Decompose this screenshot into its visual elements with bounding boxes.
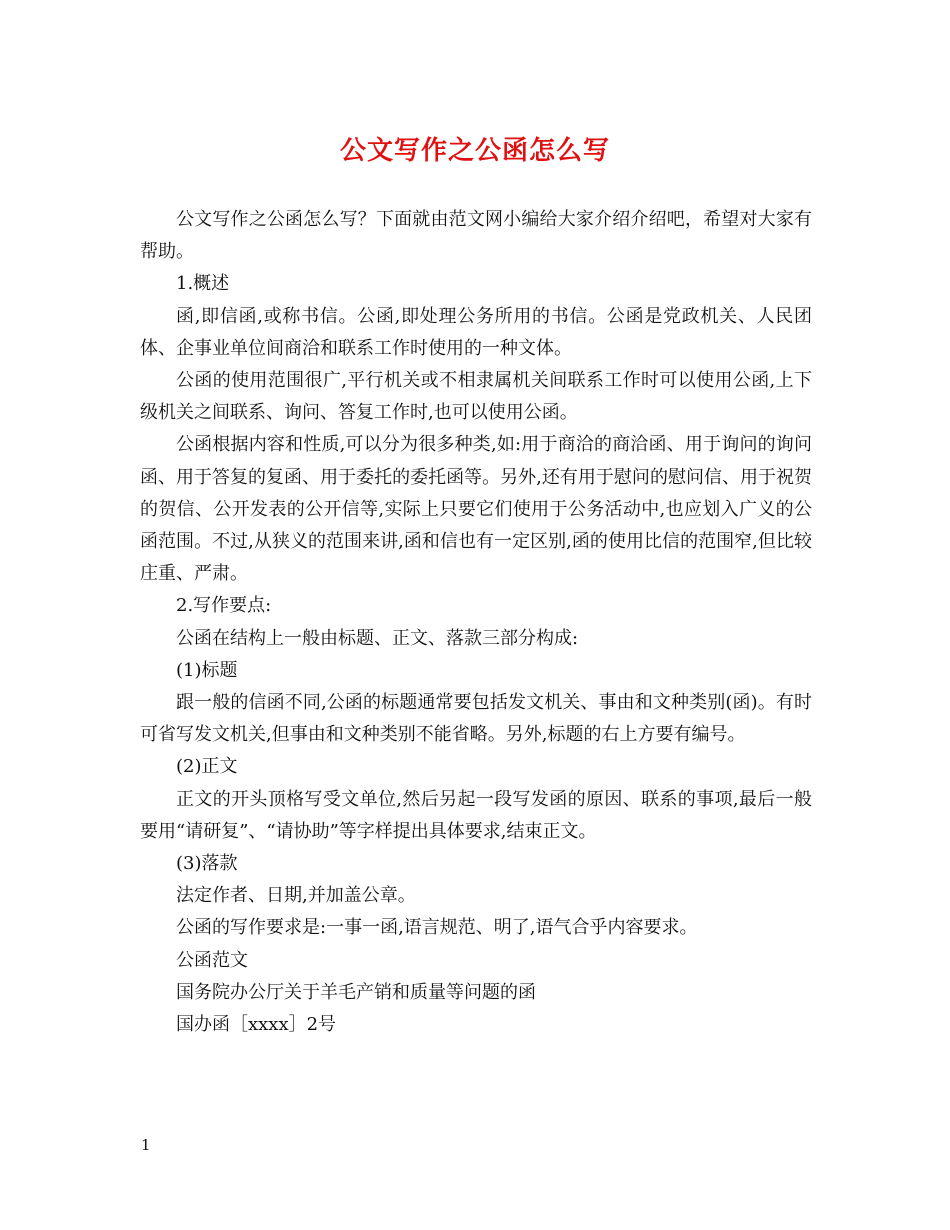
heading-writing-points: 2.写作要点: — [176, 595, 272, 617]
heading-sample: 公函范文 — [176, 949, 248, 971]
paragraph-body-rules: 正文的开头顶格写受文单位,然后另起一段写发函的原因、联系的事项,最后一般要用“请研复”、“请协助”等字样提出具体要求,结束正文。 — [140, 788, 812, 842]
subheading-title: (1)标题 — [176, 659, 238, 681]
document-title: 公文写作之公函怎么写 — [339, 136, 610, 166]
subheading-body: (2)正文 — [176, 756, 238, 778]
document-body — [140, 204, 812, 1041]
paragraph-structure: 公函在结构上一般由标题、正文、落款三部分构成: — [176, 627, 579, 649]
paragraph-requirements: 公函的写作要求是:一事一函,语言规范、明了,语气合乎内容要求。 — [176, 917, 698, 939]
subheading-signature: (3)落款 — [176, 853, 238, 875]
paragraph-signature-rules: 法定作者、日期,并加盖公章。 — [176, 885, 416, 907]
sample-letter-title: 国务院办公厅关于羊毛产销和质量等问题的函 — [176, 981, 536, 1003]
paragraph-usage-scope: 公函的使用范围很广,平行机关或不相隶属机关间联系工作时可以使用公函,上下级机关之间联系、询问、答复工作时,也可以使用公函。 — [140, 370, 812, 424]
paragraph-definition: 函,即信函,或称书信。公函,即处理公务所用的书信。公函是党政机关、人民团体、企事业单位间商洽和联系工作时使用的一种文体。 — [140, 305, 812, 359]
paragraph-intro: 公文写作之公函怎么写？下面就由范文网小编给大家介绍介绍吧，希望对大家有帮助。 — [140, 209, 812, 263]
paragraph-types: 公函根据内容和性质,可以分为很多种类,如:用于商洽的商洽函、用于询问的询问函、用于答复的复函、用于委托的委托函等。另外,还有用于慰问的慰问信、用于祝贺的贺信、公开发表的公开信等,实际上只要它们使用于公务活动中,也应划入广义的公函范围。不过,从狭义的范围来讲,函和信也有一定区别,函的使用比信的范围窄,但比较庄重、严肃。 — [140, 434, 812, 585]
paragraph-title-rules: 跟一般的信函不同,公函的标题通常要包括发文机关、事由和文种类别(函)。有时可省写发文机关,但事由和文种类别不能省略。另外,标题的右上方要有编号。 — [140, 692, 812, 746]
page-number: 1 — [141, 1136, 151, 1154]
heading-overview: 1.概述 — [176, 273, 230, 295]
sample-letter-number: 国办函［xxxx］2号 — [176, 1014, 337, 1036]
